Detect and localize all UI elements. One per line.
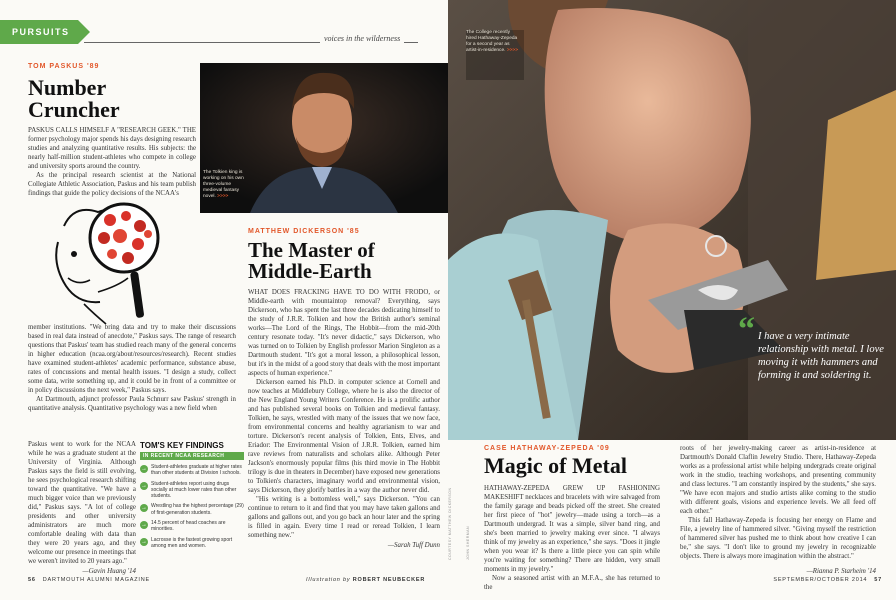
matthew-attribution: —Sarah Tuff Dunn xyxy=(387,542,440,549)
findings-subtitle: IN RECENT NCAA RESEARCH xyxy=(140,452,244,460)
data-dot xyxy=(132,238,144,250)
illo-mouth xyxy=(68,278,90,283)
tom-para3: member institutions. "We bring data and try to make their discussions based in real data instead of anecdote," Paskus says. The range of research questions that Paskus' team has studied reach many of the general concerns in higher education (ncaa.org/about/resources/research). Recent studies have examined student-athletes' academic performance, substance abuse, rates of concussions and mental health issues. "I design a study, collect some data, write something up, and it could be in front of a committee or in policy discussions the next week," Paskus says. xyxy=(28,324,236,394)
section-tab: PURSUITS xyxy=(0,20,78,44)
photo-caption xyxy=(466,30,520,54)
photo-caption-text: The College recently hired Hathaway-Zepeda for a second year as artist-in-residence. xyxy=(466,30,518,53)
data-dot xyxy=(144,230,152,238)
data-dot xyxy=(121,211,131,221)
tom-body-mid xyxy=(28,323,236,413)
finding-item xyxy=(140,481,244,500)
magnifying-glass-illustration xyxy=(44,196,186,324)
data-dot xyxy=(134,220,146,232)
finding-item xyxy=(140,464,244,477)
credit-name: ROBERT NEUBECKER xyxy=(352,577,426,583)
finding-text: Wrestling has the highest percentage (29) of first-generation students. xyxy=(151,503,244,516)
illustration-credit xyxy=(306,577,425,583)
tom-para4: At Dartmouth, adjunct professor Paula Schnurr saw Paskus' strength in quantitative analysis. Quantitative psychology was a new field when xyxy=(28,396,236,412)
credit-prefix: Illustration by xyxy=(306,577,351,583)
quote-mark-icon: “ xyxy=(738,311,755,348)
data-dot xyxy=(104,214,116,226)
caption-arrow-icon: >>>> xyxy=(506,48,519,53)
matthew-para3: "His writing is a bottomless well," says Dickerson. "You can continue to return to it and find that you may have taken gallons and gallons and gallons out, and you go back an hour later and the spring is filled in again. Every time I read or reread Tolkien, I learn something new." xyxy=(248,496,440,539)
portrait-caption xyxy=(203,170,245,200)
tom-para5: Paskus went to work for the NCAA while he was a graduate student at the University of Virginia. Although Paskus says the field is still evolving, he sees psychological research shifting toward the quantitative. "We have a much bigger voice than we previously did," Paskus says. "A lot of college presidents and other university administrators are much more comfortable dealing with data than they were 20 years ago, and they welcome our presence in meetings that we weren't invited to 20 years ago." xyxy=(28,441,136,565)
right-page-number: 57 xyxy=(874,577,882,583)
finding-text: Lacrosse is the fastest growing sport among men and women. xyxy=(151,536,233,549)
header-tag: voices in the wilderness xyxy=(320,34,404,43)
magnifier-handle xyxy=(130,271,144,318)
arrow-icon: → xyxy=(141,482,147,489)
arrow-icon: → xyxy=(141,505,147,512)
case-byline: CASE HATHAWAY-ZEPEDA '09 xyxy=(484,445,610,452)
case-lede: HATHAWAY-ZEPEDA GREW UP FASHIONING MAKESHIFT necklaces and bracelets with wire salvaged from the family garage and beads picked off the street. She created her first piece of "hot" jewelry—made using a torch—as a Dartmouth undergrad. It was a simple, silver band ring, and she's been married to jewelry making ever since. "I always think of my jewelry as an experience," she says. "Does it jingle when you wear it? Is there a little piece you can spin while you're waiting for something? There are hidden, very small moments in my jewelry." xyxy=(484,485,660,573)
finding-text: Student-athletes graduate at higher rates than other students at Division I schools. xyxy=(151,464,242,477)
tom-headline-line-2: Cruncher xyxy=(28,97,120,122)
tom-lede: PASKUS CALLS HIMSELF A "RESEARCH GEEK." THE former psychology major spends his days designing research studies and analyzing quantitative results. His subjects: the nearly half-million student-athletes who compete in college and university sports around the country. xyxy=(28,127,196,170)
matthew-body xyxy=(248,288,440,550)
finding-item xyxy=(140,537,244,550)
data-dot xyxy=(107,249,117,259)
findings-title: TOM'S KEY FINDINGS xyxy=(140,441,224,450)
matthew-headline-line-2: Middle-Earth xyxy=(248,259,372,283)
finding-text: 14.5 percent of head coaches are minorities. xyxy=(151,520,226,533)
left-folio xyxy=(28,577,150,583)
caption-arrow-icon: >>>> xyxy=(217,194,229,199)
arrow-icon: → xyxy=(141,538,147,545)
pull-quote: I have a very intimate relationship with metal. I love moving it with hammers and forming it and soldering it. xyxy=(758,331,884,381)
tom-attribution: —Gavin Huang '14 xyxy=(82,568,136,575)
case-body-col-1 xyxy=(484,484,660,592)
case-headline: Magic of Metal xyxy=(484,453,627,478)
tom-para2: As the principal research scientist at the National Collegiate Athletic Association, Paskus and his team publish findings that guide the policy decisions of the NCAA's xyxy=(28,172,196,197)
finding-item xyxy=(140,503,244,516)
tom-body-left-col xyxy=(28,440,136,576)
matthew-headline-line-1: The Master of xyxy=(248,238,375,262)
illo-eye xyxy=(71,251,77,257)
magazine-name: DARTMOUTH ALUMNI MAGAZINE xyxy=(42,577,150,583)
data-dot xyxy=(113,229,127,243)
case-attribution: —Rianna P. Starheim '14 xyxy=(806,568,876,575)
key-findings-sidebar xyxy=(140,441,244,549)
left-page-number: 56 xyxy=(28,577,36,583)
issue-date: SEPTEMBER/OCTOBER 2014 xyxy=(773,577,868,583)
photo-credit-2: JOHN SHERMAN xyxy=(466,525,470,560)
matthew-headline xyxy=(248,240,438,282)
case-body-col-2 xyxy=(680,444,876,576)
right-folio xyxy=(773,577,882,583)
data-dot xyxy=(98,232,110,244)
tom-headline-line-1: Number xyxy=(28,75,107,100)
case-para2: Now a seasoned artist with an M.F.A., she has returned to the xyxy=(484,575,660,591)
tom-headline xyxy=(28,77,188,121)
matthew-byline: MATTHEW DICKERSON '85 xyxy=(248,228,360,235)
arrow-icon: → xyxy=(141,466,147,472)
illo-neck xyxy=(84,304,106,324)
arrow-icon: → xyxy=(141,522,147,529)
portrait-caption-text: The Tolkien king is working on his own three-volume medieval fantasy novel. xyxy=(203,170,244,199)
data-dot xyxy=(122,252,134,264)
finding-text: Student-athletes report using drugs socially at much lower rates than other students. xyxy=(151,480,237,500)
tom-byline: TOM PASKUS '89 xyxy=(28,63,100,70)
matthew-lede: WHAT DOES FRACKING HAVE TO DO WITH FRODO, or Middle-earth with mountaintop removal? Everything, says Dickerson, who has spent the last three decades dedicating himself to the study of J.R.R. Tolkien and how the British author's seminal works—The Lord of the Rings, The Hobbit—from the mid-20th century resonate today. "It's never didactic," says Dickerson, who was turned on to Tolkien by English professor Marion Singleton as a Dartmouth student. "It's got a moral lesson, a philosophical lesson, but it's in the midst of a good story that deals with the most important aspects of human experience." xyxy=(248,289,440,377)
tom-intro xyxy=(28,126,196,198)
finding-item xyxy=(140,520,244,533)
photo-credit-1: COURTESY MATTHEW DICKERSON xyxy=(448,487,452,560)
matthew-para2: Dickerson earned his Ph.D. in computer science at Cornell and now teaches at Middlebury College, where he is also the director of the New England Young Writers Conference. He is a prolific author and has published several books on Tolkien and medieval fantasy. Tolkien, he says, wrestled with many of the issues that we now face, from environmental concerns and healthy agrarianism to war and torture. Dickerson's recent analysis of Tolkien, Ents, Elves, and Eriador: The Environmental Vision of J.R.R. Tolkien, earned him rave reviews from naturalists and scholars alike. Although Peter Jackson's enormously popular films (his third movie in The Hobbit trilogy is due in theaters in December) have exposed new generations to Tolkien's characters, imaginary world and environmental vision, says Dickerson, they glorify battles in a way the author never did. xyxy=(248,379,440,494)
case-col2-p1: roots of her jewelry-making career as artist-in-residence at Dartmouth's Donald Claflin Jewelry Studio. There, Hathaway-Zepeda works as a professional artist while helping undergrads create original work in the studio, teaching workshops, and presenting community and class lectures. "I am constantly inspired by the students," she says. "We have econ majors and studio artists alike coming to the studio with different goals, visions and experience levels. We all feed off each other." xyxy=(680,445,876,515)
face xyxy=(545,8,751,241)
case-col2-p2: This fall Hathaway-Zepeda is focusing her energy on Flame and File, a jewelry line of hammered silver. "Giving myself the restriction of hammered silver has pushed me to think about how creative I can be," she says. "I don't like to ground my jewelry in recognizable objects. There is always more imagination within the abstract." xyxy=(680,517,876,560)
illo-arm xyxy=(98,278,128,292)
